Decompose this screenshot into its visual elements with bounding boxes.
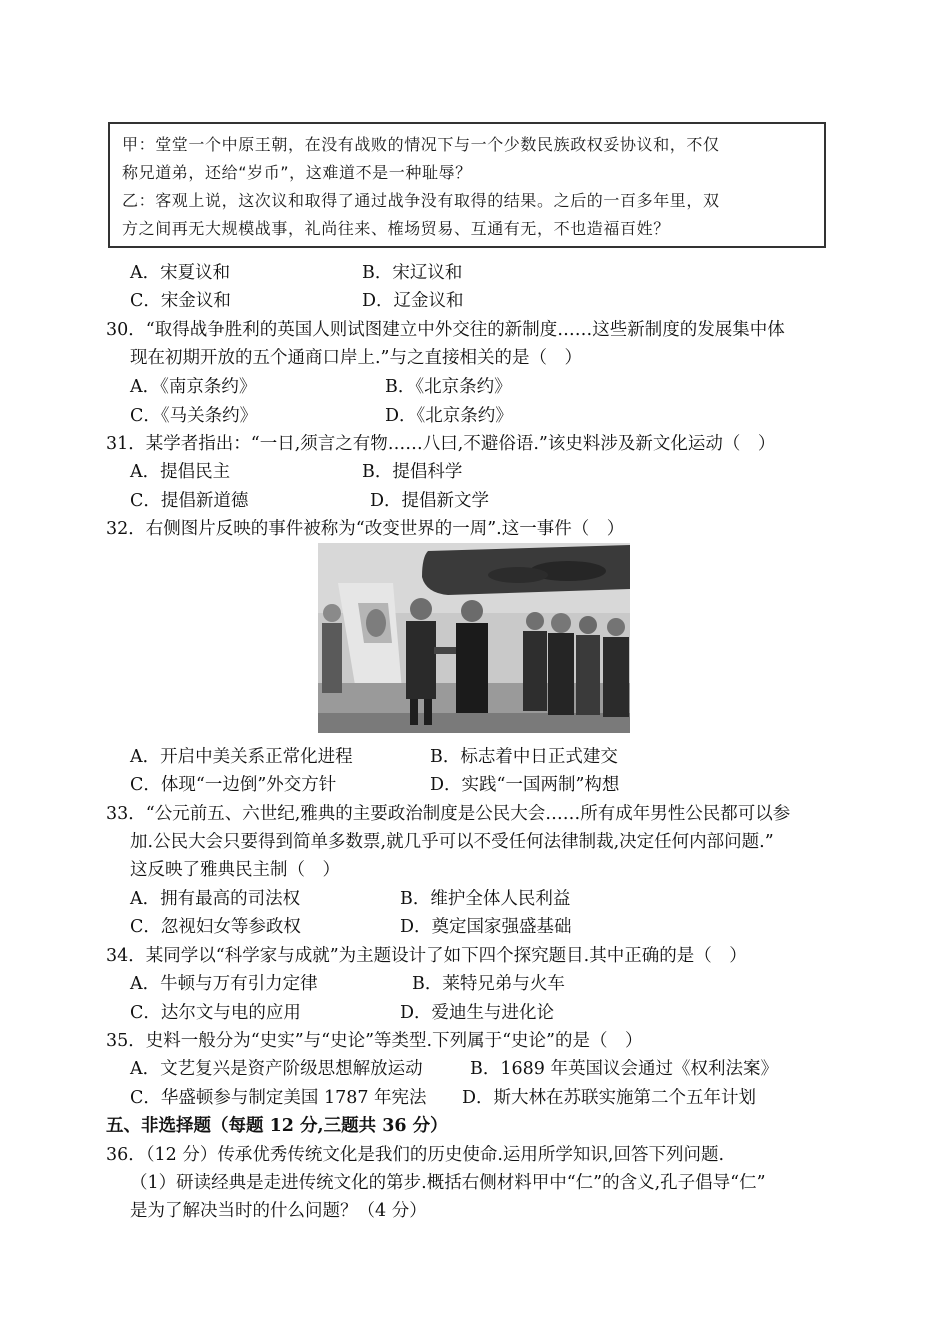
q30-stem-line-2: 现在初期开放的五个通商口岸上.”与之直接相关的是（ ） bbox=[130, 348, 583, 368]
q30-option-d: D．《北京条约》 bbox=[385, 406, 513, 426]
q35-stem: 35．史料一般分为“史实”与“史论”等类型.下列属于“史论”的是（ ） bbox=[106, 1031, 643, 1051]
q33-option-c: C．忽视妇女等参政权 bbox=[130, 917, 301, 937]
nixon-zhou-handshake-photo bbox=[318, 543, 630, 733]
q30-option-b: B．《北京条约》 bbox=[385, 377, 512, 397]
q35-option-d: D．斯大林在苏联实施第二个五年计划 bbox=[462, 1088, 757, 1108]
q33-stem-line-3: 这反映了雅典民主制（ ） bbox=[130, 860, 340, 880]
q32-option-a: A．开启中美关系正常化进程 bbox=[130, 747, 353, 767]
quote-line-3: 乙：客观上说，这次议和取得了通过战争没有取得的结果。之后的一百多年里，双 bbox=[122, 191, 720, 210]
q33-stem-line-2: 加.公民大会只要得到简单多数票,就几乎可以不受任何法律制裁,决定任何内部问题.” bbox=[130, 832, 774, 852]
q31-stem: 31．某学者指出：“一日,须言之有物……八曰,不避俗语.”该史料涉及新文化运动（ ） bbox=[106, 434, 776, 454]
q32-option-d: D．实践“一国两制”构想 bbox=[430, 775, 620, 795]
q35-option-b: B．1689 年英国议会通过《权利法案》 bbox=[470, 1059, 778, 1079]
q34-stem: 34．某同学以“科学家与成就”为主题设计了如下四个探究题目.其中正确的是（ ） bbox=[106, 946, 747, 966]
q30-stem-line-1: 30．“取得战争胜利的英国人则试图建立中外交往的新制度……这些新制度的发展集中体 bbox=[106, 320, 785, 340]
q31-option-c: C．提倡新道德 bbox=[130, 491, 249, 511]
q36-sub1-line-1: （1）研读经典是走进传统文化的第步.概括右侧材料甲中“仁”的含义,孔子倡导“仁” bbox=[130, 1173, 766, 1193]
q34-option-a: A．牛顿与万有引力定律 bbox=[130, 974, 318, 994]
q31-option-a: A．提倡民主 bbox=[130, 462, 231, 482]
quote-line-1: 甲：堂堂一个中原王朝，在没有战败的情况下与一个少数民族政权妥协议和，不仅 bbox=[122, 135, 720, 154]
q36-stem: 36．（12 分）传承优秀传统文化是我们的历史使命.运用所学知识,回答下列问题. bbox=[106, 1145, 725, 1165]
q34-option-c: C．达尔文与电的应用 bbox=[130, 1003, 301, 1023]
q34-option-b: B．莱特兄弟与火车 bbox=[412, 974, 565, 994]
section-five-heading: 五、非选择题（每题 12 分,三题共 36 分） bbox=[106, 1116, 448, 1136]
quote-line-4: 方之间再无大规模战事，礼尚往来、榷场贸易、互通有无，不也造福百姓？ bbox=[122, 219, 670, 238]
quote-line-2: 称兄道弟，还给“岁币”，这难道不是一种耻辱？ bbox=[122, 163, 472, 182]
q29-option-a: A．宋夏议和 bbox=[130, 263, 231, 283]
q35-option-c: C．华盛顿参与制定美国 1787 年宪法 bbox=[130, 1088, 427, 1108]
q31-option-b: B．提倡科学 bbox=[362, 462, 463, 482]
q36-sub1-line-2: 是为了解决当时的什么问题？（4 分） bbox=[130, 1201, 427, 1221]
q34-option-d: D．爱迪生与进化论 bbox=[400, 1003, 555, 1023]
q31-option-d: D．提倡新文学 bbox=[370, 491, 490, 511]
q33-option-a: A．拥有最高的司法权 bbox=[130, 889, 301, 909]
q35-option-a: A．文艺复兴是资产阶级思想解放运动 bbox=[130, 1059, 423, 1079]
q29-option-c: C．宋金议和 bbox=[130, 291, 231, 311]
q32-option-c: C．体现“一边倒”外交方针 bbox=[130, 775, 337, 795]
q29-option-d: D．辽金议和 bbox=[362, 291, 464, 311]
q32-stem: 32．右侧图片反映的事件被称为“改变世界的一周”.这一事件（ ） bbox=[106, 519, 625, 539]
q32-option-b: B．标志着中日正式建交 bbox=[430, 747, 618, 767]
q33-stem-line-1: 33．“公元前五、六世纪,雅典的主要政治制度是公民大会……所有成年男性公民都可以参 bbox=[106, 804, 791, 824]
q33-option-b: B．维护全体人民利益 bbox=[400, 889, 571, 909]
quote-box bbox=[108, 122, 826, 248]
q30-option-a: A．《南京条约》 bbox=[130, 377, 257, 397]
q30-option-c: C．《马关条约》 bbox=[130, 406, 258, 426]
q29-option-b: B．宋辽议和 bbox=[362, 263, 463, 283]
q33-option-d: D．奠定国家强盛基础 bbox=[400, 917, 572, 937]
